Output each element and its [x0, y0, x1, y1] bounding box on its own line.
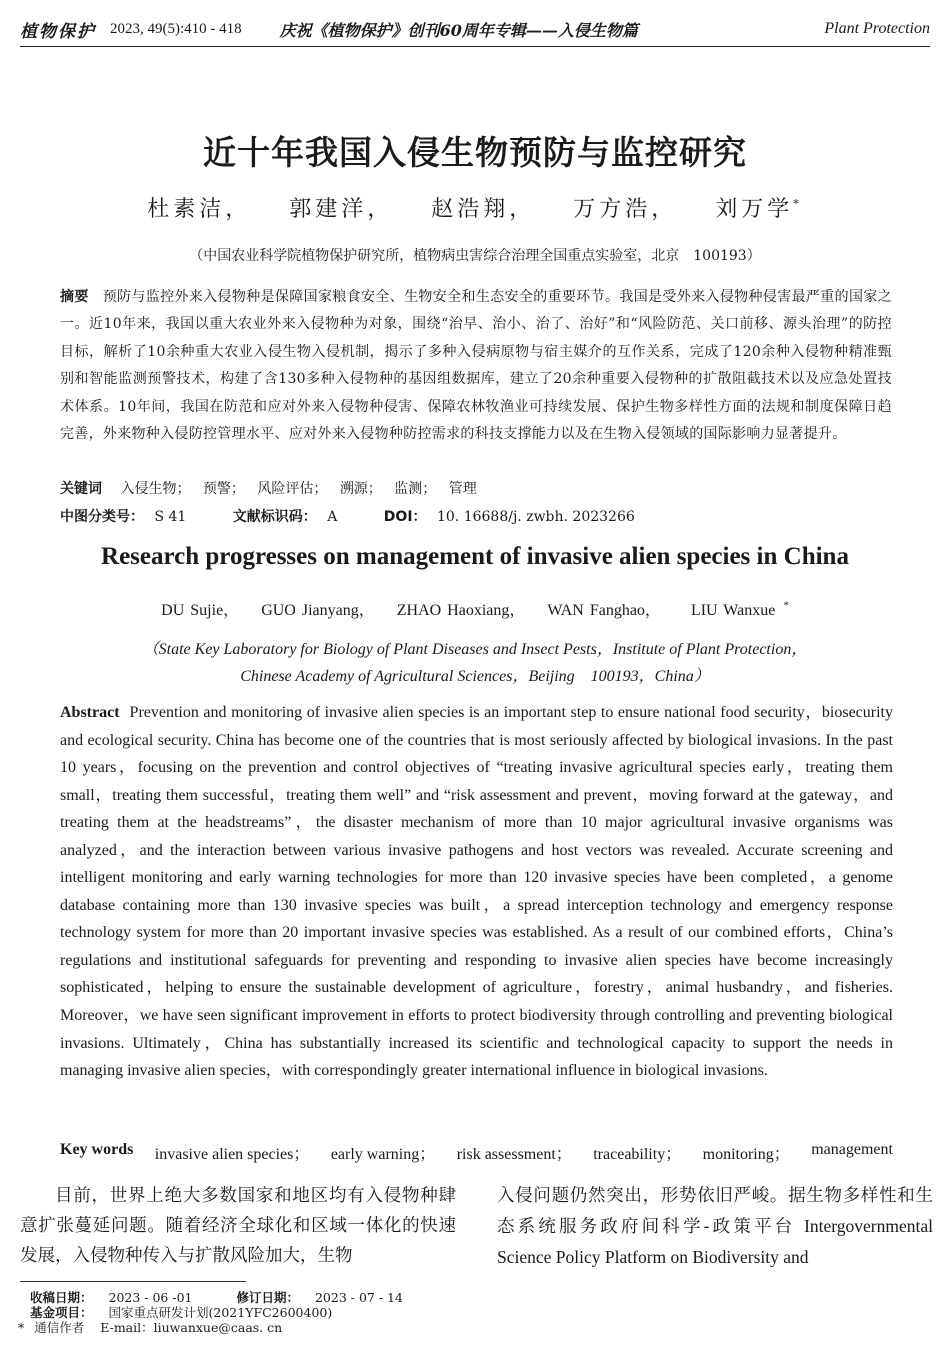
- doi-label: DOI：: [383, 509, 427, 525]
- keywords-en: [60, 1141, 893, 1164]
- author-list-en: [0, 597, 950, 620]
- fund-label: 基金项目：: [30, 1305, 93, 1320]
- journal-name-en: Plant Protection: [824, 20, 930, 37]
- author: 杜素洁，: [147, 197, 252, 222]
- footnote-dates: [30, 1290, 403, 1305]
- corr-mark: *: [18, 1320, 25, 1335]
- footnotes: [18, 1290, 403, 1335]
- abstract-en-text: Prevention and monitoring of invasive alien species is an important step to ensure national food security，biosecurity and ecological security. China has become one of the countries that is most seriously affected by biological invasions. In the past 10 years，focusing on the prevention and control objectives of “treating invasive agricultural species early，treating them small，treating them successful，treating them well” and “risk assessment and prevent，moving forward at the gateway，and treating them at the headstreams”，the disaster mechanism of more than 10 major agricultural invasive organisms was analyzed，and the interaction between various invasive pathogens and host vectors was revealed. Accurate screening and intelligent monitoring and early warning technologies for more than 120 invasive species have been completed，a genome database containing more than 130 invasive species was built，a spread interception technology and emergency response technology system for more than 20 important invasive species was established. As a result of our combined efforts，China’s regulations and institutional safeguards for preventing and responding to invasive alien species have become increasingly sophisticated，helping to ensure the sustainable development of agriculture，forestry，animal husbandry，and fisheries. Moreover，we have seen significant improvement in efforts to protect biodiversity through controlling and preventing biological invasions. Ultimately，China has substantially increased its scientific and technological capacity to support the needs in managing invasive alien species，with correspondingly greater international influence in biological invasions.: [60, 704, 894, 1080]
- body-column-left: 目前，世界上绝大多数国家和地区均有入侵物种肆意扩张蔓延问题。随着经济全球化和区域一体化的快速发展，入侵物种传入与扩散风险加大，生物: [20, 1186, 456, 1266]
- keyword: 入侵生物；: [120, 481, 191, 497]
- keyword: 管理: [448, 481, 477, 497]
- fund-value: 国家重点研发计划(2021YFC2600400): [108, 1305, 333, 1320]
- clc-value: S 41: [154, 509, 187, 525]
- corresponding-mark: *: [793, 197, 803, 211]
- corr-label: 通信作者: [34, 1320, 85, 1335]
- keyword-en: risk assessment；: [456, 1146, 572, 1163]
- affiliation: （中国农业科学院植物保护研究所，植物病虫害综合治理全国重点实验室，北京 100193）: [189, 248, 761, 264]
- author-list: [0, 192, 950, 223]
- author-en: WAN Fanghao，: [547, 602, 661, 619]
- classification-line: [60, 506, 892, 526]
- keyword: 风险评估；: [257, 481, 328, 497]
- doc-code-value: A: [327, 509, 338, 525]
- keyword: 预警；: [202, 481, 245, 497]
- running-header: [20, 12, 930, 47]
- abstract-cn: [60, 284, 892, 448]
- keyword: 溯源；: [339, 481, 382, 497]
- affiliation-en-line2: Chinese Academy of Agricultural Sciences，Beijing 100193，China）: [240, 668, 710, 685]
- abstract-cn-text: 预防与监控外来入侵物种是保障国家粮食安全、生物安全和生态安全的重要环节。我国是受外来入侵物种侵害最严重的国家之一。近10年来，我国以重大农业外来入侵物种为对象，围绕“治早、治小、治了、治好”和“风险防范、关口前移、源头治理”的防控目标，解析了10余种重大农业入侵生物入侵机制，揭示了多种入侵病原物与宿主媒介的互作关系，完成了120余种入侵物种精准甄别和智能监测预警技术，构建了含130多种入侵物种的基因组数据库，建立了20余种重要入侵物种的扩散阻截技术以及应急处置技术体系。10年间，我国在防范和应对外来入侵物种侵害、保障农林牧渔业可持续发展、保护生物多样性方面的法规和制度保障日趋完善，外来物种入侵防控管理水平、应对外来入侵物种防控需求的科技支撑能力以及在生物入侵领域的国际影响力显著提升。: [60, 289, 892, 443]
- paper-title-en: Research progresses on management of invasive alien species in China: [101, 543, 849, 570]
- revised-label: 修订日期：: [236, 1290, 299, 1305]
- abstract-en-label: Abstract: [60, 704, 120, 721]
- affiliation-en-line1: （State Key Laboratory for Biology of Plant Diseases and Insect Pests，Institute of Plant Protection，: [142, 641, 808, 658]
- body-right-cn: 入侵问题仍然突出，形势依旧严峻。据生物多样性和生态系统服务政府间科学-政策平台: [497, 1186, 933, 1237]
- keywords-cn-label: 关键词: [60, 481, 102, 497]
- revised-value: 2023 - 07 - 14: [314, 1290, 403, 1305]
- doc-code-label: 文献标识码：: [232, 509, 317, 525]
- footnote-fund: [30, 1305, 403, 1320]
- abstract-cn-label: 摘要: [60, 289, 89, 305]
- keyword-en: traceability；: [593, 1146, 682, 1163]
- paper-title: 近十年我国入侵生物预防与监控研究: [203, 133, 747, 172]
- author-en: ZHAO Haoxiang，: [396, 602, 526, 619]
- footnote-rule: [20, 1281, 246, 1282]
- keywords-en-label: Key words: [60, 1141, 134, 1158]
- author: 赵浩翔，: [431, 197, 536, 222]
- corresponding-mark-en: *: [783, 599, 789, 612]
- abstract-en: [60, 699, 893, 1085]
- doi-value: 10. 16688/j. zwbh. 2023266: [436, 509, 635, 525]
- received-value: 2023 - 06 -01: [108, 1290, 193, 1305]
- keyword-en: early warning；: [330, 1146, 436, 1163]
- keyword-en: monitoring；: [702, 1146, 790, 1163]
- keyword: 监测；: [394, 481, 437, 497]
- clc-label: 中图分类号：: [60, 509, 144, 525]
- corr-email: E-mail：liuwanxue@caas. cn: [100, 1320, 283, 1335]
- keyword-en: management: [811, 1141, 893, 1158]
- journal-name: 植物保护: [20, 21, 96, 42]
- footnote-corresponding: [18, 1320, 403, 1335]
- body-right-en: Intergovernmental Science Policy Platform on Biodiversity and: [497, 1216, 933, 1267]
- author: 万方浩，: [573, 197, 678, 222]
- body-column-right: [497, 1181, 933, 1273]
- author: 刘万学*: [715, 197, 803, 222]
- special-issue-title: 庆祝《植物保护》创刊60周年专辑——入侵生物篇: [279, 20, 638, 40]
- received-label: 收稿日期：: [30, 1290, 93, 1305]
- author-en: LIU Wanxue *: [690, 599, 789, 619]
- author-en: DU Sujie，: [161, 602, 240, 619]
- author-en: GUO Jianyang，: [261, 602, 375, 619]
- keyword-en: invasive alien species；: [154, 1146, 310, 1163]
- author: 郭建洋，: [289, 197, 394, 222]
- volume-info: 2023, 49(5):410 - 418: [110, 20, 242, 37]
- keywords-cn: [60, 478, 892, 498]
